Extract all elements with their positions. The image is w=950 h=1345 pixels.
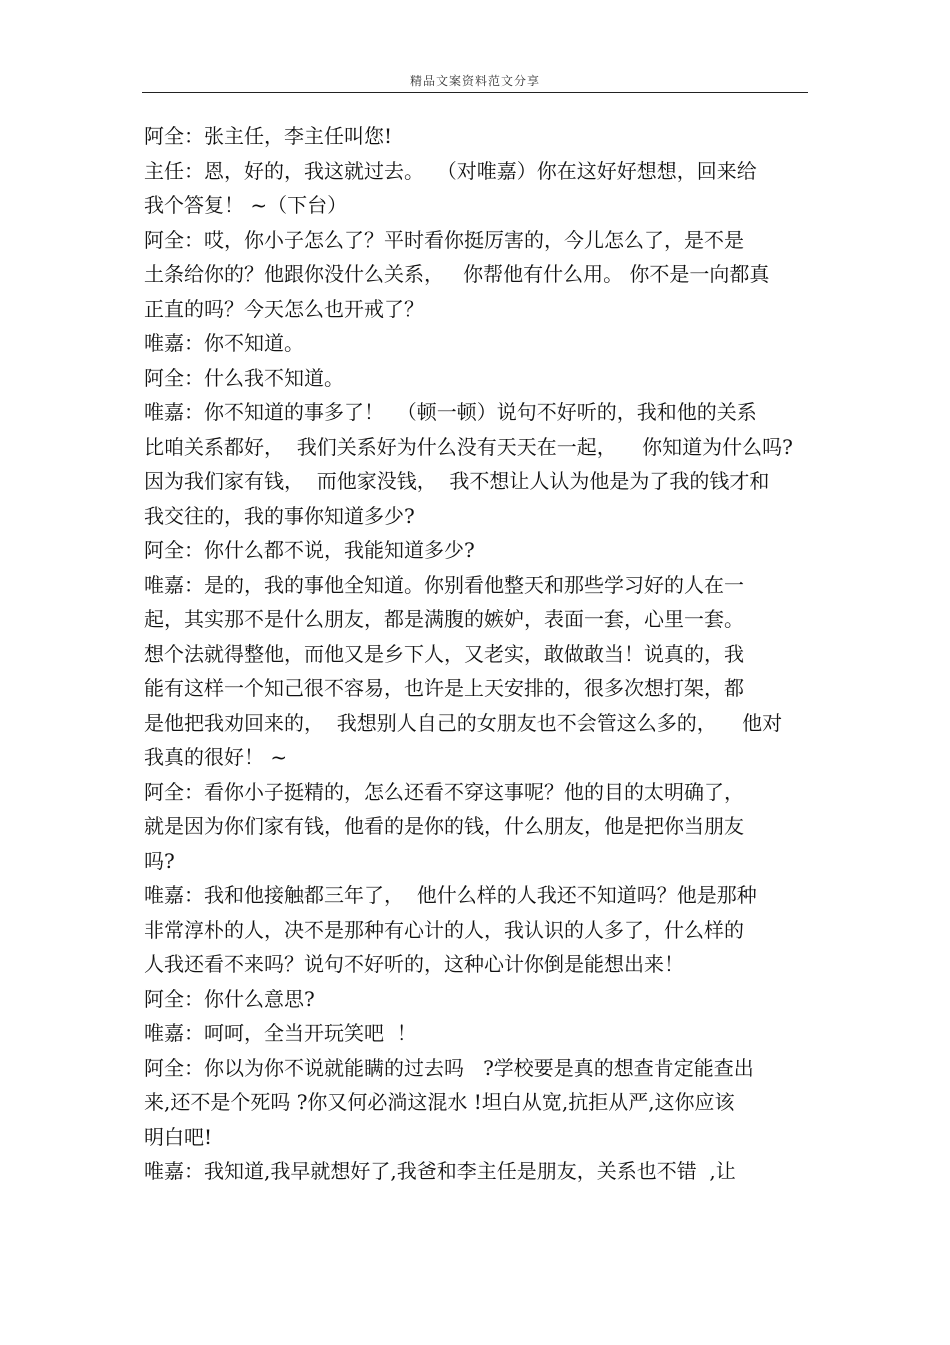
text-line: 唯嘉：我和他接触都三年了， 他什么样的人我还不知道吗？他是那种 xyxy=(144,883,757,907)
text-line: 起，其实那不是什么朋友，都是满腹的嫉妒，表面一套，心里一套。 xyxy=(144,607,744,631)
text-line: 土条给你的？他跟你没什么关系， 你帮他有什么用。 你不是一向都真 xyxy=(144,262,770,286)
text-line: 我个答复！ ~（下台） xyxy=(144,193,348,217)
page-header xyxy=(142,70,808,93)
text-line: 唯嘉：呵呵，全当开玩笑吧 ！ xyxy=(144,1021,417,1045)
text-line: 因为我们家有钱， 而他家没钱， 我不想让人认为他是为了我的钱才和 xyxy=(144,469,770,493)
text-line: 非常淳朴的人，决不是那种有心计的人，我认识的人多了，什么样的 xyxy=(144,917,744,942)
text-line: 吗? xyxy=(144,848,175,873)
text-line: 阿全：张主任，李主任叫您! xyxy=(144,124,393,148)
header-title: 精品文案资料范文分享 xyxy=(409,74,540,88)
text-line: 阿全：你以为你不说就能瞒的过去吗 ?学校要是真的想查肯定能查出 xyxy=(144,1055,754,1080)
text-line: 阿全：你什么意思? xyxy=(144,986,315,1011)
text-line: 是他把我劝回来的， 我想别人自己的女朋友也不会管这么多的， 他对 xyxy=(144,710,783,735)
text-line: 我真的很好！ ~ xyxy=(144,745,288,769)
text-line: 唯嘉：我知道,我早就想好了,我爸和李主任是朋友，关系也不错 ,让 xyxy=(144,1159,736,1183)
text-line: 阿全：你什么都不说，我能知道多少? xyxy=(144,538,475,562)
text-line: 阿全：哎，你小子怎么了？平时看你挺厉害的，今儿怎么了，是不是 xyxy=(144,227,744,252)
text-line: 明白吧! xyxy=(144,1124,213,1149)
text-line: 想个法就得整他，而他又是乡下人，又老实，敢做敢当！说真的，我 xyxy=(144,641,744,666)
text-line: 来,还不是个死吗 ?你又何必淌这混水 !坦白从宽,抗拒从严,这你应该 xyxy=(144,1090,735,1114)
text-line: 能有这样一个知己很不容易，也许是上天安排的，很多次想打架，都 xyxy=(144,676,744,700)
text-line: 唯嘉：是的，我的事他全知道。你别看他整天和那些学习好的人在一 xyxy=(144,572,744,597)
text-line: 正直的吗？今天怎么也开戒了？ xyxy=(144,296,424,321)
text-line: 就是因为你们家有钱，他看的是你的钱，什么朋友，他是把你当朋友 xyxy=(144,814,744,838)
text-line: 唯嘉：你不知道。 xyxy=(144,331,304,355)
text-line: 阿全：看你小子挺精的，怎么还看不穿这事呢？他的目的太明确了， xyxy=(144,779,744,804)
text-line: 阿全：什么我不知道。 xyxy=(144,365,344,390)
text-line: 唯嘉：你不知道的事多了！ （顿一顿）说句不好听的，我和他的关系 xyxy=(144,400,757,424)
text-line: 我交往的，我的事你知道多少? xyxy=(144,503,415,528)
text-line: 主任：恩，好的，我这就过去。 （对唯嘉）你在这好好想想，回来给 xyxy=(144,158,757,183)
document-body xyxy=(144,119,814,1189)
text-line: 人我还看不来吗？说句不好听的，这种心计你倒是能想出来！ xyxy=(144,952,684,976)
text-line: 比咱关系都好， 我们关系好为什么没有天天在一起， 你知道为什么吗? xyxy=(144,434,793,459)
